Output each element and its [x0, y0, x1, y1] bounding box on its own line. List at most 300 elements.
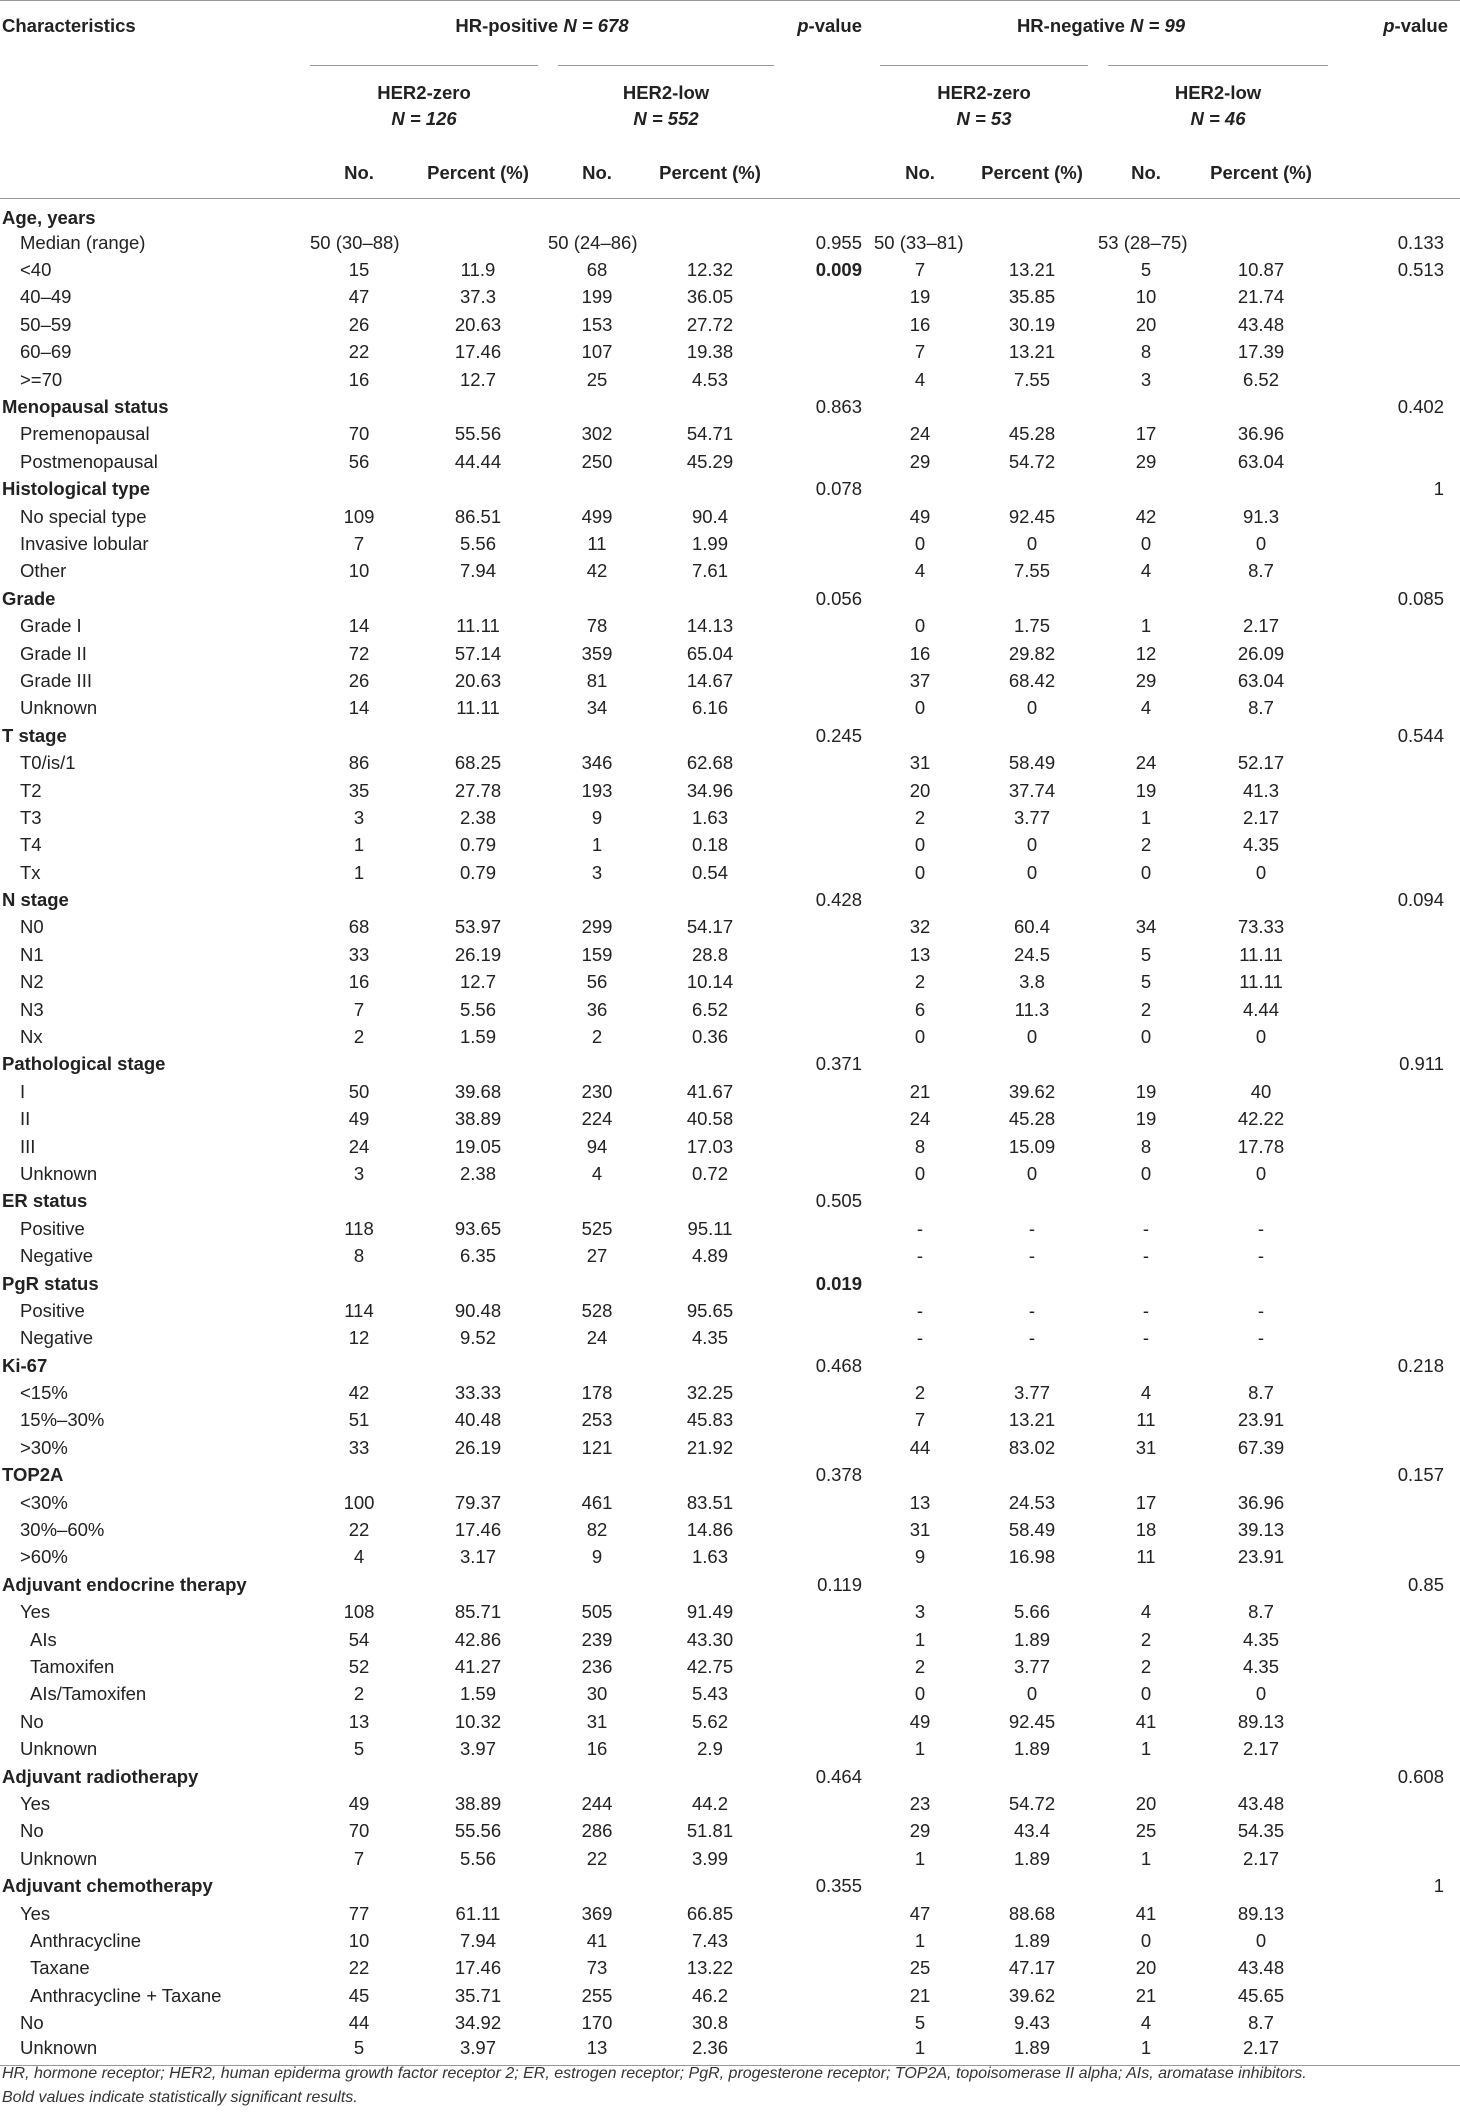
cell-empty	[1098, 1352, 1194, 1379]
pos-zero-no: 5	[310, 2037, 408, 2066]
cell-empty	[1098, 1571, 1194, 1598]
cell-empty	[408, 1051, 548, 1078]
pvalue-hr-negative	[1328, 1270, 1460, 1297]
neg-low-pct: 8.7	[1248, 2012, 1274, 2034]
table-row	[0, 1626, 1460, 1653]
pos-zero-no: 3	[353, 806, 365, 828]
pos-zero-pct: 17.46	[454, 1957, 502, 1979]
pvalue-hr-negative	[1328, 284, 1460, 311]
pvalue-hr-positive	[774, 612, 874, 639]
neg-zero-no: 29	[909, 1820, 931, 1842]
table-row	[0, 969, 1460, 996]
row-label: >60%	[20, 1546, 68, 1568]
neg-low-no: 0	[1140, 1683, 1152, 1705]
pos-zero-pct: 61.11	[455, 1902, 501, 1924]
table-row	[0, 339, 1460, 366]
neg-zero-pct: 1.89	[1013, 1738, 1050, 1760]
cell-empty	[1098, 1188, 1194, 1215]
pos-zero-pct: 3.17	[459, 1546, 496, 1568]
neg-zero-pct: 3.77	[1013, 1382, 1050, 1404]
neg-low-pct: 43.48	[1237, 313, 1285, 335]
cell-empty	[966, 585, 1098, 612]
neg-low-pct: 89.13	[1237, 1710, 1285, 1732]
section-row	[0, 199, 1460, 230]
cell-empty	[646, 1270, 774, 1297]
pos-low-pct: 95.11	[687, 1217, 733, 1239]
pos-low-no: 9	[591, 806, 603, 828]
pos-zero-pct: 7.94	[459, 1929, 496, 1951]
neg-zero-no: 0	[914, 1683, 926, 1705]
table-row	[0, 1955, 1460, 1982]
pvalue-hr-positive	[774, 1434, 874, 1461]
neg-low-pct: 63.04	[1237, 450, 1285, 472]
pvalue-hr-positive	[774, 1078, 874, 1105]
section-label: T stage	[2, 724, 67, 746]
row-label: Positive	[20, 1299, 85, 1321]
pvalue-hr-negative	[1328, 1407, 1460, 1434]
pos-zero-no: 13	[348, 1710, 370, 1732]
neg-zero-no: 9	[914, 1546, 926, 1568]
pvalue-hr-positive	[774, 1379, 874, 1406]
pvalue-hr-negative: 0.402	[1397, 396, 1444, 418]
pvalue-hr-negative	[1328, 1078, 1460, 1105]
section-label: Adjuvant endocrine therapy	[2, 1573, 247, 1595]
neg-low-no: 1	[1140, 615, 1152, 637]
neg-zero-no: 2	[914, 806, 926, 828]
table-row	[0, 1160, 1460, 1187]
table-row	[0, 832, 1460, 859]
pos-low-pct: 14.86	[686, 1519, 734, 1541]
pvalue-hr-positive	[774, 1023, 874, 1050]
neg-low-no: 2	[1140, 998, 1152, 1020]
pos-zero-pct: 37.3	[459, 286, 496, 308]
cell-empty	[548, 1352, 646, 1379]
pos-zero-no: 22	[348, 1519, 370, 1541]
neg-zero-no: 49	[909, 505, 931, 527]
cell-empty	[1098, 886, 1194, 913]
section-row	[0, 393, 1460, 420]
pos-low-pct: 6.52	[691, 998, 728, 1020]
row-label: >=70	[20, 368, 63, 390]
pos-low-no: 178	[581, 1382, 613, 1404]
pvalue-hr-negative	[1328, 503, 1460, 530]
pvalue-hr-negative	[1328, 1790, 1460, 1817]
pos-low-pct: 30.8	[691, 2012, 728, 2034]
median-neg-zero: 50 (33–81)	[874, 231, 964, 253]
pos-zero-pct: 33.33	[454, 1382, 502, 1404]
pos-zero-pct: 68.25	[454, 752, 502, 774]
row-label: III	[20, 1135, 36, 1157]
pos-zero-pct: 41.27	[454, 1656, 502, 1677]
cell-empty	[1194, 1188, 1328, 1215]
pvalue-hr-negative	[1328, 1818, 1460, 1845]
pos-zero-pct: 0.79	[459, 834, 496, 856]
cell-empty	[310, 1352, 408, 1379]
pos-low-no: 41	[586, 1929, 608, 1951]
pos-zero-no: 26	[348, 669, 370, 691]
cell-empty	[1194, 476, 1328, 503]
pos-low-no: 153	[581, 313, 613, 335]
neg-low-no: -	[1142, 1245, 1150, 1267]
neg-zero-pct: 11.3	[1014, 998, 1050, 1020]
row-label: Unknown	[20, 1738, 98, 1760]
cell-empty	[548, 1188, 646, 1215]
cell-empty	[874, 476, 966, 503]
cell-empty	[548, 476, 646, 503]
pos-zero-no: 70	[348, 423, 370, 445]
pvalue-hr-negative	[1328, 640, 1460, 667]
neg-low-pct: 89.13	[1237, 1902, 1285, 1924]
neg-low-no: 17	[1135, 1491, 1157, 1513]
neg-low-pct: 63.04	[1237, 669, 1285, 691]
pos-zero-pct: 19.05	[454, 1135, 502, 1157]
cell-empty	[646, 1462, 774, 1489]
pos-zero-pct: 2.38	[459, 806, 496, 828]
cell-empty	[874, 1270, 966, 1297]
pos-low-no: 107	[581, 341, 613, 363]
neg-zero-no: 25	[909, 1957, 931, 1979]
pvalue-hr-positive	[774, 1653, 874, 1680]
cell-empty	[966, 1270, 1098, 1297]
pvalue-hr-positive	[774, 421, 874, 448]
cell-empty	[874, 1188, 966, 1215]
neg-low-pct: -	[1257, 1327, 1265, 1349]
pvalue-hr-negative	[1328, 366, 1460, 393]
section-row	[0, 1872, 1460, 1899]
table-row	[0, 2009, 1460, 2036]
pos-zero-pct: 9.52	[459, 1327, 496, 1349]
pos-zero-pct: 5.56	[459, 1847, 496, 1869]
cell-empty	[408, 1270, 548, 1297]
neg-low-pct: -	[1257, 1299, 1265, 1321]
pos-low-no: 199	[581, 286, 613, 308]
pos-zero-pct: 12.7	[459, 368, 496, 390]
cell-empty	[966, 1763, 1098, 1790]
pos-low-pct: 41.67	[686, 1080, 734, 1102]
row-label: Median (range)	[20, 231, 146, 253]
pos-low-pct: 36.05	[686, 286, 734, 308]
cell-empty	[1098, 1763, 1194, 1790]
neg-low-pct: 0	[1255, 1026, 1267, 1048]
row-label: <15%	[20, 1382, 68, 1404]
table-row	[0, 1106, 1460, 1133]
cell-empty	[966, 1051, 1098, 1078]
table-row	[0, 530, 1460, 557]
section-label: Histological type	[2, 478, 151, 500]
cell-empty	[408, 1571, 548, 1598]
neg-zero-pct: 3.77	[1013, 806, 1050, 828]
row-label: No	[20, 2012, 44, 2034]
pvalue-hr-negative: 0.094	[1397, 889, 1444, 911]
pos-low-no: 244	[581, 1792, 613, 1814]
neg-low-no: -	[1142, 1217, 1150, 1239]
pos-low-no: 31	[586, 1710, 608, 1732]
pos-low-no: 224	[581, 1108, 613, 1130]
cell-empty	[966, 393, 1098, 420]
row-label: <40	[20, 259, 52, 281]
cell-empty	[310, 1270, 408, 1297]
pos-low-pct: 0.54	[691, 861, 728, 883]
pos-low-no: 253	[581, 1409, 613, 1431]
neg-zero-pct: 45.28	[1008, 1108, 1056, 1130]
neg-zero-pct: 58.49	[1008, 752, 1056, 774]
neg-low-pct: 36.96	[1237, 1491, 1285, 1513]
cell-empty	[1194, 1872, 1328, 1899]
pos-low-pct: 28.8	[691, 943, 728, 965]
neg-low-pct: 4.35	[1242, 1628, 1279, 1650]
table-row	[0, 777, 1460, 804]
cell-empty	[966, 1188, 1098, 1215]
neg-zero-no: 1	[914, 1929, 926, 1951]
table-row	[0, 1818, 1460, 1845]
table-row	[0, 311, 1460, 338]
pvalue-hr-positive	[774, 1708, 874, 1735]
cell-empty	[548, 585, 646, 612]
pos-low-pct: 0.72	[691, 1162, 728, 1184]
header-no: No.	[874, 148, 966, 199]
cell-empty	[966, 722, 1098, 749]
neg-low-no: 20	[1135, 1957, 1157, 1979]
cell-empty	[1098, 393, 1194, 420]
pvalue-hr-positive	[774, 640, 874, 667]
pos-zero-pct: 57.14	[454, 642, 502, 664]
pos-zero-pct: 79.37	[454, 1491, 502, 1513]
pos-low-pct: 51.81	[686, 1820, 734, 1842]
pvalue-hr-negative	[1328, 1242, 1460, 1269]
table-row	[0, 1242, 1460, 1269]
cell-empty	[310, 1462, 408, 1489]
pvalue-hr-positive	[774, 859, 874, 886]
header-characteristics: Characteristics	[0, 1, 268, 66]
neg-zero-pct: 9.43	[1013, 2012, 1050, 2034]
pvalue-hr-positive	[774, 1215, 874, 1242]
pos-zero-no: 109	[343, 505, 375, 527]
pos-low-no: 299	[581, 916, 613, 938]
pos-zero-pct: 7.94	[459, 560, 496, 582]
neg-low-no: 2	[1140, 834, 1152, 856]
pos-low-no: 13	[548, 2037, 646, 2066]
neg-zero-pct: 47.17	[1008, 1957, 1056, 1979]
pvalue-hr-positive: 0.464	[815, 1765, 862, 1787]
row-label: Grade II	[20, 642, 87, 664]
pvalue-hr-negative	[1328, 1900, 1460, 1927]
cell-empty	[1098, 1872, 1194, 1899]
pos-low-pct: 17.03	[686, 1135, 734, 1157]
pos-low-pct: 45.29	[686, 450, 734, 472]
pos-low-pct: 0.18	[691, 834, 728, 856]
neg-zero-no: 21	[909, 1984, 931, 2006]
neg-low-no: 1	[1098, 2037, 1194, 2066]
neg-zero-pct: 7.55	[1013, 368, 1050, 390]
row-label: N0	[20, 916, 44, 938]
pos-zero-no: 68	[348, 916, 370, 938]
pvalue-hr-positive	[774, 1982, 874, 2009]
pvalue-hr-positive	[774, 1242, 874, 1269]
cell-empty	[646, 199, 774, 230]
cell-empty	[310, 585, 408, 612]
neg-low-no: 1	[1140, 1847, 1152, 1869]
neg-low-pct: 11.11	[1239, 971, 1283, 993]
table-row	[0, 1927, 1460, 1954]
neg-zero-no: 0	[914, 1162, 926, 1184]
pvalue-hr-positive	[774, 1489, 874, 1516]
pvalue-hr-negative	[1328, 1516, 1460, 1543]
pos-low-no: 250	[581, 450, 613, 472]
pos-zero-pct: 93.65	[454, 1217, 502, 1239]
cell-empty	[646, 722, 774, 749]
pos-zero-no: 52	[348, 1656, 370, 1677]
cell-empty	[966, 1352, 1098, 1379]
pvalue-hr-positive: 0.355	[815, 1875, 862, 1897]
table-row	[0, 1516, 1460, 1543]
row-label: N2	[20, 971, 44, 993]
neg-low-pct: 2.17	[1242, 806, 1279, 828]
table-row	[0, 366, 1460, 393]
row-label: Anthracycline	[30, 1929, 142, 1951]
pvalue-hr-negative	[1328, 1489, 1460, 1516]
neg-zero-pct: 3.77	[1013, 1656, 1050, 1677]
cell-empty	[966, 1872, 1098, 1899]
cell-empty	[548, 1051, 646, 1078]
table-row	[0, 1215, 1460, 1242]
pvalue-hr-negative	[1328, 448, 1460, 475]
section-row	[0, 1763, 1460, 1790]
pos-low-no: 528	[581, 1299, 613, 1321]
cell-empty	[548, 1270, 646, 1297]
neg-zero-no: -	[916, 1245, 924, 1267]
pos-zero-pct: 5.56	[459, 532, 496, 554]
neg-low-no: 24	[1135, 752, 1157, 774]
pos-low-no: 461	[581, 1491, 613, 1513]
neg-zero-pct: 0	[1026, 861, 1038, 883]
neg-zero-no: 13	[909, 943, 931, 965]
cell-empty	[310, 722, 408, 749]
section-row	[0, 722, 1460, 749]
neg-low-pct: 52.17	[1237, 752, 1285, 774]
pos-low-pct: 10.14	[686, 971, 734, 993]
cell-empty	[548, 393, 646, 420]
neg-low-pct: 0	[1255, 1162, 1267, 1184]
pos-low-no: 36	[586, 998, 608, 1020]
pos-low-pct: 34.96	[686, 779, 734, 801]
pos-low-no: 121	[581, 1436, 613, 1458]
neg-low-pct: 8.7	[1248, 1382, 1274, 1404]
pos-low-pct: 14.67	[686, 669, 734, 691]
cell-empty	[874, 1462, 966, 1489]
pvalue-hr-positive	[774, 804, 874, 831]
neg-zero-pct: 43.4	[1013, 1820, 1050, 1842]
cell-empty	[874, 1352, 966, 1379]
neg-low-no: 42	[1135, 505, 1157, 527]
pos-low-pct: 4.89	[691, 1245, 728, 1267]
cell-empty	[548, 1763, 646, 1790]
pvalue-hr-positive	[774, 311, 874, 338]
pos-zero-pct: 10.32	[454, 1710, 502, 1732]
row-label: Tx	[20, 861, 41, 883]
neg-low-no: 3	[1140, 368, 1152, 390]
row-label: Positive	[20, 1217, 85, 1239]
row-label: T4	[20, 834, 42, 856]
cell-empty	[1194, 1462, 1328, 1489]
pos-low-pct: 27.72	[686, 313, 734, 335]
neg-zero-no: 7	[914, 259, 926, 281]
pos-low-no: 255	[581, 1984, 613, 2006]
neg-zero-pct: -	[1028, 1299, 1036, 1321]
cell-empty	[408, 1763, 548, 1790]
neg-low-no: 19	[1135, 1080, 1157, 1102]
neg-zero-no: 49	[909, 1710, 931, 1732]
neg-zero-no: 4	[914, 560, 926, 582]
cell-empty	[874, 585, 966, 612]
pos-low-no: 42	[586, 560, 608, 582]
pos-low-no: 230	[581, 1080, 613, 1102]
row-label: Yes	[20, 1792, 51, 1814]
neg-low-pct: 40	[1250, 1080, 1272, 1102]
pvalue-hr-negative	[1328, 1379, 1460, 1406]
row-label: AIs/Tamoxifen	[30, 1683, 147, 1705]
pos-zero-pct: 38.89	[454, 1108, 502, 1130]
neg-zero-pct: 54.72	[1008, 1792, 1056, 1814]
cell-empty	[1194, 199, 1328, 230]
row-label: Unknown	[20, 1162, 98, 1184]
table-row	[0, 1544, 1460, 1571]
pos-low-no: 302	[581, 423, 613, 445]
neg-zero-no: 2	[914, 1656, 926, 1677]
pvalue-hr-negative	[1328, 804, 1460, 831]
neg-low-no: 5	[1140, 943, 1152, 965]
pvalue-hr-positive: 0.371	[815, 1053, 862, 1075]
section-row	[0, 1270, 1460, 1297]
pos-low-no: 16	[586, 1738, 608, 1760]
neg-low-pct: 21.74	[1237, 286, 1285, 308]
neg-low-no: 11	[1136, 1546, 1156, 1568]
pos-low-pct: 7.43	[691, 1929, 728, 1951]
row-label: Premenopausal	[20, 423, 150, 445]
row-label: No	[20, 1820, 44, 1842]
pos-zero-no: 5	[353, 1738, 365, 1760]
neg-zero-no: 21	[909, 1080, 931, 1102]
pos-low-pct: 44.2	[691, 1792, 728, 1814]
neg-low-pct: 4.44	[1242, 998, 1279, 1020]
pos-low-no: 94	[586, 1135, 608, 1157]
table-row	[0, 640, 1460, 667]
cell-empty	[1098, 476, 1194, 503]
neg-zero-no: 0	[914, 861, 926, 883]
cell-empty	[1194, 722, 1328, 749]
neg-low-no: 5	[1140, 971, 1152, 993]
neg-low-pct: 23.91	[1237, 1409, 1285, 1431]
table-row	[0, 1708, 1460, 1735]
row-label: Yes	[20, 1902, 51, 1924]
row-label: Anthracycline + Taxane	[30, 1984, 222, 2006]
neg-zero-no: 47	[909, 1902, 931, 1924]
table-row	[0, 1653, 1460, 1680]
neg-low-no: 4	[1140, 560, 1152, 582]
row-label: II	[20, 1108, 31, 1130]
cell-empty	[408, 476, 548, 503]
pvalue-hr-positive	[774, 503, 874, 530]
footnote-abbreviations: HR, hormone receptor; HER2, human epiderma growth factor receptor 2; ER, estrogen receptor; PgR, progesterone receptor; TOP2A, topoisomerase II alpha; AIs, aromatase inhibitors.	[2, 2065, 1307, 2082]
neg-zero-pct: 39.62	[1008, 1080, 1056, 1102]
row-label: T0/is/1	[20, 752, 76, 774]
pos-zero-no: 10	[348, 1929, 370, 1951]
row-label: No special type	[20, 505, 147, 527]
pvalue-hr-positive: 0.378	[815, 1464, 862, 1486]
pvalue-hr-negative: 0.157	[1397, 1464, 1444, 1486]
pos-low-pct: 1.63	[691, 806, 728, 828]
pvalue-hr-positive	[774, 1516, 874, 1543]
pos-zero-no: 7	[353, 1847, 365, 1869]
